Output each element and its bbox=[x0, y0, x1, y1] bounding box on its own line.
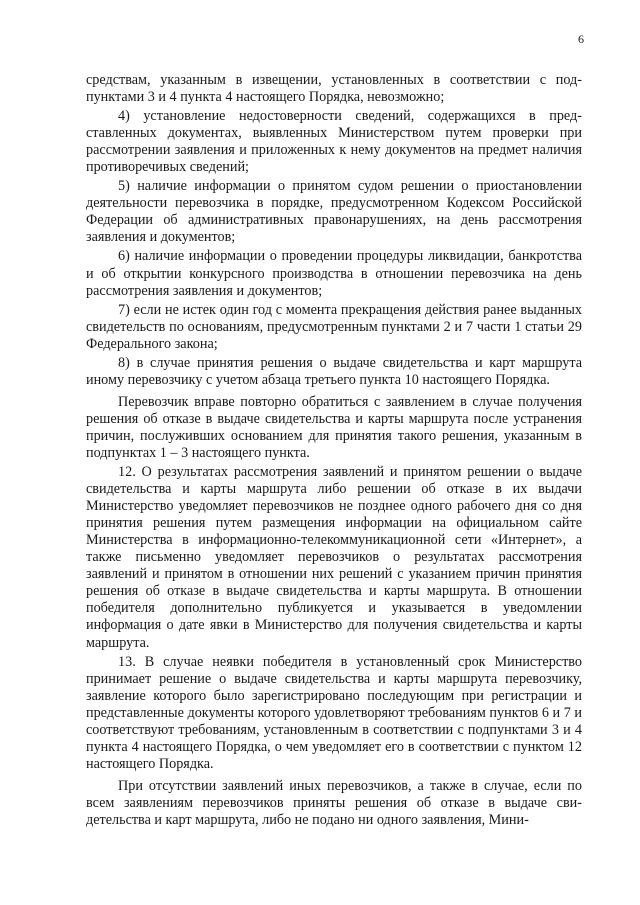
paragraph-section-13: 13. В случае неявки победителя в установленный срок Министерство принимает решение о выдаче свидетельства и карты маршрута перевозчику, заявление которого было зарегистрировано последующим при регистрации и представленные документы которого удовлетворяют требованиям пунктов 6 и 7 и соответствуют требованиям, установленным в соответствии с подпунктами 3 и 4 пункта 4 настоящего Порядка, о чем уведомляет его в соответствии с пунктом 12 настоящего Порядка. bbox=[86, 653, 582, 772]
paragraph-no-applications: При отсутствии заявлений иных перевозчиков, а также в случае, если по всем заявлениям перевозчиков приняты решения об отказе в выдаче свидетельства и карт маршрута, либо не подано ни одного заявления, Мини- bbox=[86, 777, 582, 828]
paragraph-item-4: 4) установление недостоверности сведений, содержащихся в представленных документах, выявленных Министерством путем проверки при рассмотрении заявления и приложенных к нему документов на предмет наличия противоречивых сведений; bbox=[86, 108, 582, 176]
paragraph-item-6: 6) наличие информации о проведении процедуры ликвидации, банкротства и об открытии конкурсного производства в отношении перевозчика на день рассмотрения заявления и документов; bbox=[86, 248, 582, 299]
paragraph-item-8: 8) в случае принятия решения о выдаче свидетельства и карт маршрута иному перевозчику с учетом абзаца третьего пункта 10 настоящего Порядка. bbox=[86, 354, 582, 388]
page-number: 6 bbox=[578, 32, 584, 46]
paragraph-continuation: средствам, указанным в извещении, установленных в соответствии с подпунктами 3 и 4 пункта 4 настоящего Порядка, невозможно; bbox=[86, 72, 582, 106]
paragraph-section-12: 12. О результатах рассмотрения заявлений и принятом решении о выдаче свидетельства и карты маршрута либо решении об отказе в их выдачи Министерство уведомляет перевозчиков не позднее одного рабочего дня со дня принятия решения путем размещения информации на официальном сайте Министерства в информационно-телекоммуникационной сети «Интернет», а также письменно уведомляет перевозчиков о результатах рассмотрения заявлений и принятом в отношении них решений с указанием причин принятия решения об отказе в выдаче свидетельства и карты маршрута. В отношении победителя дополнительно публикуется и указывается в уведомлении информация о дате явки в Министерство для получения свидетельства и карты маршрута. bbox=[86, 464, 582, 651]
document-body bbox=[86, 72, 582, 829]
paragraph-item-5: 5) наличие информации о принятом судом решении о приостановлении деятельности перевозчика в порядке, предусмотренном Кодексом Российской Федерации об административных правонарушениях, на день рассмотрения заявления и документов; bbox=[86, 178, 582, 246]
paragraph-item-7: 7) если не истек один год с момента прекращения действия ранее выданных свидетельств по основаниям, предусмотренным пунктами 2 и 7 части 1 статьи 29 Федерального закона; bbox=[86, 301, 582, 352]
paragraph-reapply: Перевозчик вправе повторно обратиться с заявлением в случае получения решения об отказе в выдаче свидетельства и карты маршрута после устранения причин, послуживших основанием для принятия такого решения, указанным в подпунктах 1 – 3 настоящего пункта. bbox=[86, 393, 582, 461]
